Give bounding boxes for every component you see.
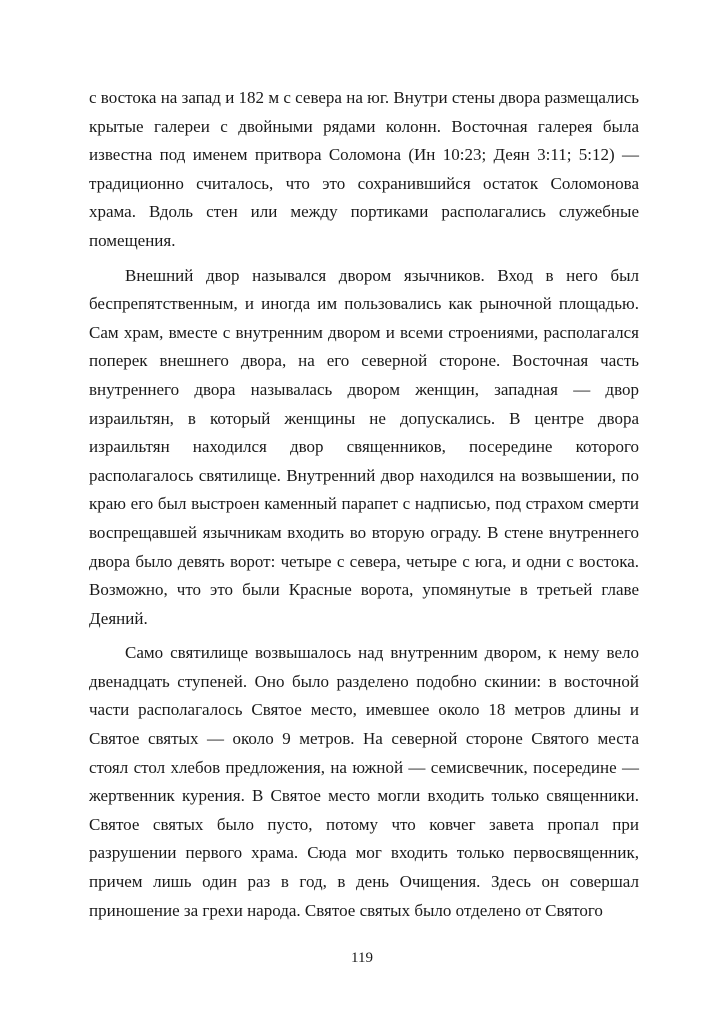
paragraph-1: с востока на запад и 182 м с севера на юг. Внутри стены двора размещались крытые галереи с двойными рядами колонн. Восточная галерея была известна под именем притвора Соломона (Ин 10:23; Деян 3:11; 5:12) — традиционно считалось, что это сохранившийся остаток Соломонова храма. Вдоль стен или между портиками располагались служебные помещения. (89, 88, 639, 250)
page-body (89, 84, 639, 931)
paragraph-2: Внешний двор назывался двором язычников. Вход в него был беспрепятственным, и иногда им пользовались как рыночной площадью. Сам храм, вместе с внутренним двором и всеми строениями, располагался поперек внешнего двора, на его северной стороне. Восточная часть внутреннего двора называлась двором женщин, западная — двор израильтян, в который женщины не допускались. В центре двора израильтян находился двор священников, посередине которого располагалось святилище. Внутренний двор находился на возвышении, по краю его был выстроен каменный парапет с надписью, под страхом смерти воспрещавшей язычникам входить во вторую ограду. В стене внутреннего двора было девять ворот: четыре с севера, четыре с юга, и одни с востока. Возможно, что это были Красные ворота, упомянутые в третьей главе Деяний. (89, 265, 639, 628)
page-number: 119 (351, 950, 373, 966)
paragraph-3: Само святилище возвышалось над внутренним двором, к нему вело двенадцать ступеней. Оно было разделено подобно скинии: в восточной части располагалось Святое место, имевшее около 18 метров длины и Святое святых — около 9 метров. На северной стороне Святого места стоял стол хлебов предложения, на южной — семисвечник, посередине — жертвенник курения. В Святое место могли входить только священники. Святое святых было пусто, потому что ковчег завета пропал при разрушении первого храма. Сюда мог входить только первосвященник, причем лишь один раз в год, в день Очищения. Здесь он совершал приношение за грехи народа. Святое святых было отделено от Святого (89, 643, 639, 920)
